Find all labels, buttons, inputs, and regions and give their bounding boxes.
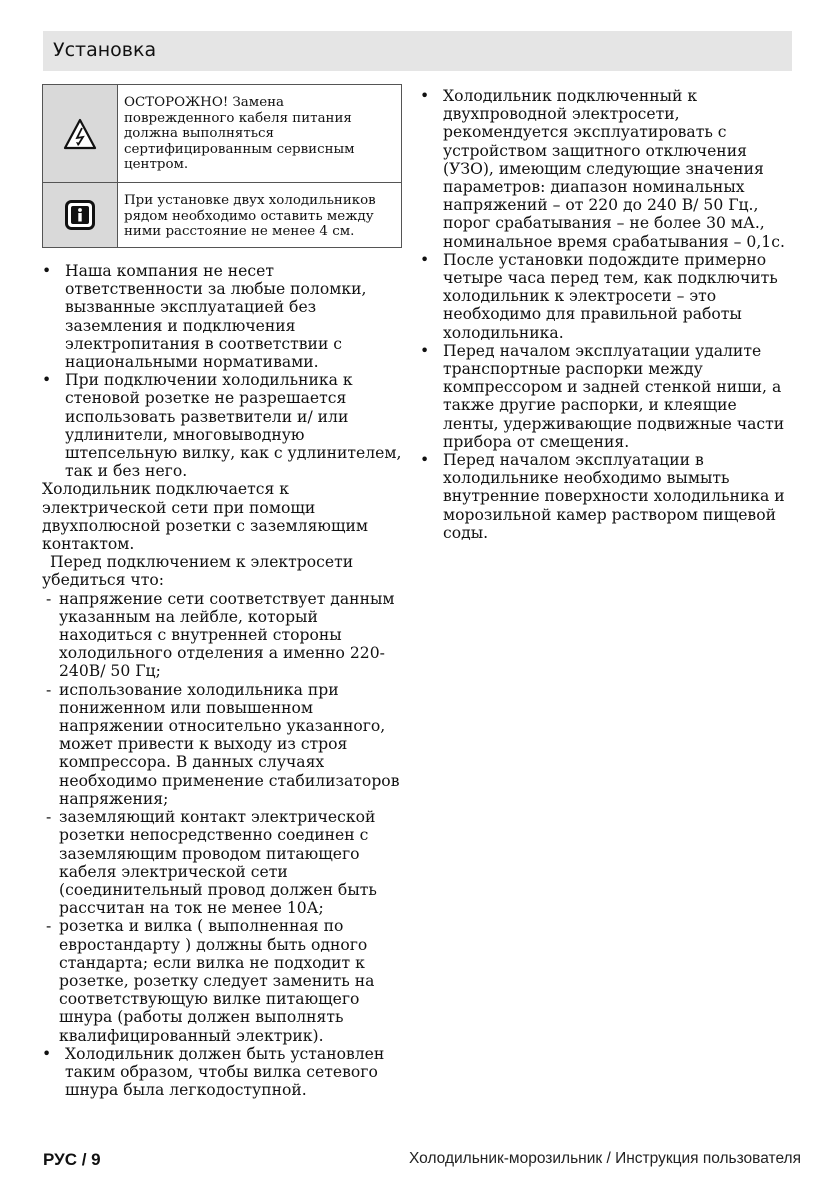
electric-warning-icon [63, 118, 97, 150]
paragraph: Перед подключением к электросети убедиться что: [42, 553, 354, 590]
list-item: • Перед началом эксплуатации удалите транспортные распорки между компрессором и задней стенкой ниши, а также другие распорки, и клеящие ленты, удерживающие подвижные части прибора от смещения. [420, 342, 792, 451]
left-column [42, 262, 406, 1099]
list-item: • После установки подождите примерно четыре часа перед тем, как подключить холодильник к электросети – это необходимо для правильной работы холодильника. [420, 251, 792, 342]
dash-item: - розетка и вилка ( выполненная по евростандарту ) должны быть одного стандарта; если вилка не подходит к розетке, розетку следует заменить на соответствующую вилке питающего шнура (работы должен выполнять квалифицированный электрик). [42, 917, 406, 1044]
list-item: • Холодильник должен быть установлен таким образом, чтобы вилка сетевого шнура была легкодоступной. [42, 1045, 406, 1100]
right-column [420, 87, 792, 542]
info-text: При установке двух холодильников рядом необходимо оставить между ними расстояние не менее 4 см. [124, 193, 376, 239]
warning-text: ОСТОРОЖНО! Замена поврежденного кабеля питания должна выполняться сертифицированным сервисным центром. [124, 95, 355, 172]
list-item: • При подключении холодильника к стеновой розетке не разрешается использовать разветвители и/ или удлинители, многовыводную штепсельную вилку, как с удлинителем, так и без него. [42, 371, 406, 480]
info-icon [65, 200, 95, 230]
warning-icon-cell [43, 85, 118, 182]
info-notice [43, 182, 401, 247]
info-icon-cell [43, 183, 118, 247]
dash-item: - заземляющий контакт электрической розетки непосредственно соединен с заземляющим проводом питающего кабеля электрической сети (соединительный провод должен быть рассчитан на ток не менее 10А; [42, 808, 406, 917]
list-item: • Холодильник подключенный к двухпроводной электросети, рекомендуется эксплуатировать с устройством защитного отключения (УЗО), имеющим следующие значения параметров: диапазон номинальных напряжений – от 220 до 240 В/ 50 Гц., порог срабатывания – не более 30 мА., номинальное время срабатывания – 0,1с. [420, 87, 792, 251]
page-number: РУС / 9 [43, 1150, 101, 1169]
document-title: Холодильник-морозильник / Инструкция пользователя [409, 1150, 801, 1167]
dash-item: - использование холодильника при пониженном или повышенном напряжении относительно указанного, может привести к выходу из строя компрессора. В данных случаях необходимо применение стабилизаторов напряжения; [42, 681, 406, 808]
paragraph: Холодильник подключается к электрической сети при помощи двухполюсной розетки с заземляющим контактом. [42, 480, 368, 554]
warning-notice [43, 85, 401, 182]
list-item: • Перед началом эксплуатации в холодильнике необходимо вымыть внутренние поверхности холодильника и морозильной камер раствором пищевой соды. [420, 451, 792, 542]
list-item: • Наша компания не несет ответственности за любые поломки, вызванные эксплуатацией без заземления и подключения электропитания в соответствии с национальными нормативами. [42, 262, 406, 371]
notice-table [42, 84, 402, 248]
dash-item: - напряжение сети соответствует данным указанным на лейбле, который находиться с внутренней стороны холодильного отделения а именно 220-240В/ 50 Гц; [42, 590, 406, 681]
section-header-bar [43, 31, 792, 71]
section-title: Установка [53, 39, 157, 61]
